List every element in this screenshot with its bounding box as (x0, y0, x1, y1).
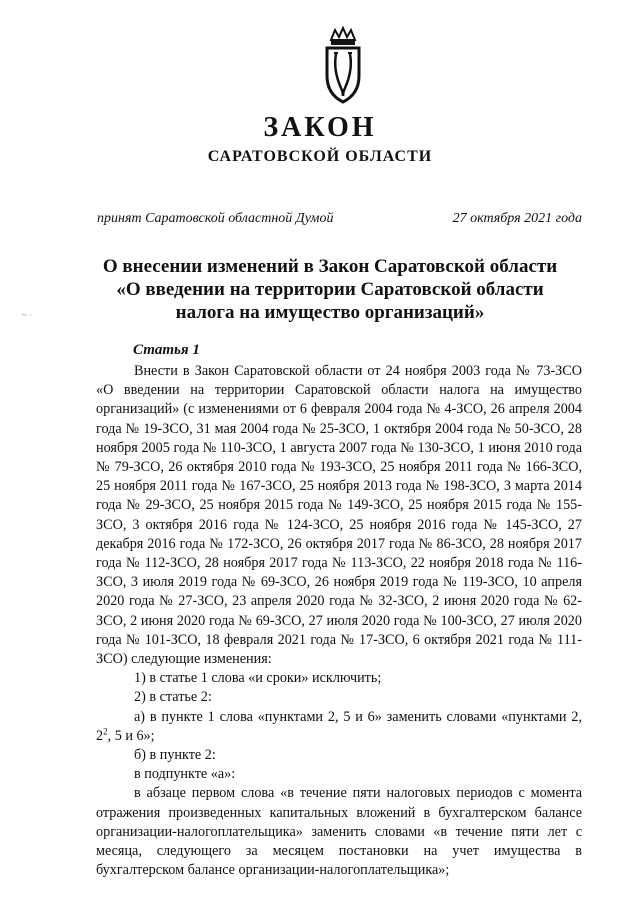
heading-line-1: О внесении изменений в Закон Саратовской области (102, 256, 558, 277)
coat-of-arms-icon (322, 26, 364, 106)
heading-line-2: «О введении на территории Саратовской области (116, 279, 544, 300)
item-2a-text: а) в пункте 1 слова «пунктами 2, 5 и 6» заменить словами «пунктами 2, 2 (96, 708, 582, 744)
law-title: ЗАКОН (263, 112, 377, 143)
subitem-a: в подпункте «а»: (134, 766, 236, 783)
law-subtitle: САРАТОВСКОЙ ОБЛАСТИ (207, 148, 433, 165)
item-2a (96, 708, 582, 746)
article-body (96, 362, 582, 880)
item-2b: б) в пункте 2: (134, 747, 216, 764)
adopted-by: принят Саратовской областной Думой (97, 211, 334, 226)
item-1: 1) в статье 1 слова «и сроки» исключить; (134, 670, 382, 687)
item-2: 2) в статье 2: (134, 689, 212, 706)
document-heading (60, 255, 600, 324)
item-2a-tail: , 5 и 6»; (107, 727, 155, 744)
margin-mark: ~ · (22, 310, 33, 320)
article-title: Статья 1 (133, 342, 200, 358)
adopted-date: 27 октября 2021 года (452, 211, 582, 226)
heading-line-3: налога на имущество организаций» (175, 302, 485, 323)
article-intro: Внести в Закон Саратовской области от 24 ноября 2003 года № 73-ЗСО «О введении на территории Саратовской области налога на имущество организаций» (с изменениями от 6 февраля 2004 года № 4-ЗСО, 26 апреля 2004 года № 19-ЗСО, 31 мая 2004 года № 25-ЗСО, 1 октября 2004 года № 50-ЗСО, 28 ноября 2005 года № 110-ЗСО, 1 августа 2007 года № 130-ЗСО, 1 июня 2010 года № 79-ЗСО, 26 октября 2010 года № 193-ЗСО, 25 ноября 2011 года № 166-ЗСО, 25 ноября 2011 года № 167-ЗСО, 25 ноября 2013 года № 198-ЗСО, 3 марта 2014 года № 29-ЗСО, 25 ноября 2015 года № 149-ЗСО, 25 ноября 2015 года № 155-ЗСО, 3 октября 2016 года № 124-ЗСО, 25 ноября 2016 года № 145-ЗСО, 27 декабря 2016 года № 172-ЗСО, 26 октября 2017 года № 86-ЗСО, 28 ноября 2017 года № 112-ЗСО, 28 ноября 2017 года № 113-ЗСО, 22 ноября 2018 года № 116-ЗСО, 3 июля 2019 года № 69-ЗСО, 26 ноября 2019 года № 119-ЗСО, 10 апреля 2020 года № 27-ЗСО, 23 апреля 2020 года № 32-ЗСО, 2 июня 2020 года № 62-ЗСО, 2 июня 2020 года № 69-ЗСО, 27 июля 2020 года № 100-ЗСО, 27 июля 2020 года № 101-ЗСО, 18 февраля 2021 года № 17-ЗСО, 6 октября 2021 года № 111-ЗСО) следующие изменения: (96, 363, 582, 668)
paragraph-1: в абзаце первом слова «в течение пяти налоговых периодов с момента отражения произведенных капитальных вложений в бухгалтерском балансе организации-налогоплательщика» заменить словами «в течение пяти лет с месяца, следующего за месяцем постановки на учет имущества в бухгалтерском балансе организации-налогоплательщика»; (96, 785, 582, 879)
item-2a-superscript: 2 (103, 726, 108, 737)
